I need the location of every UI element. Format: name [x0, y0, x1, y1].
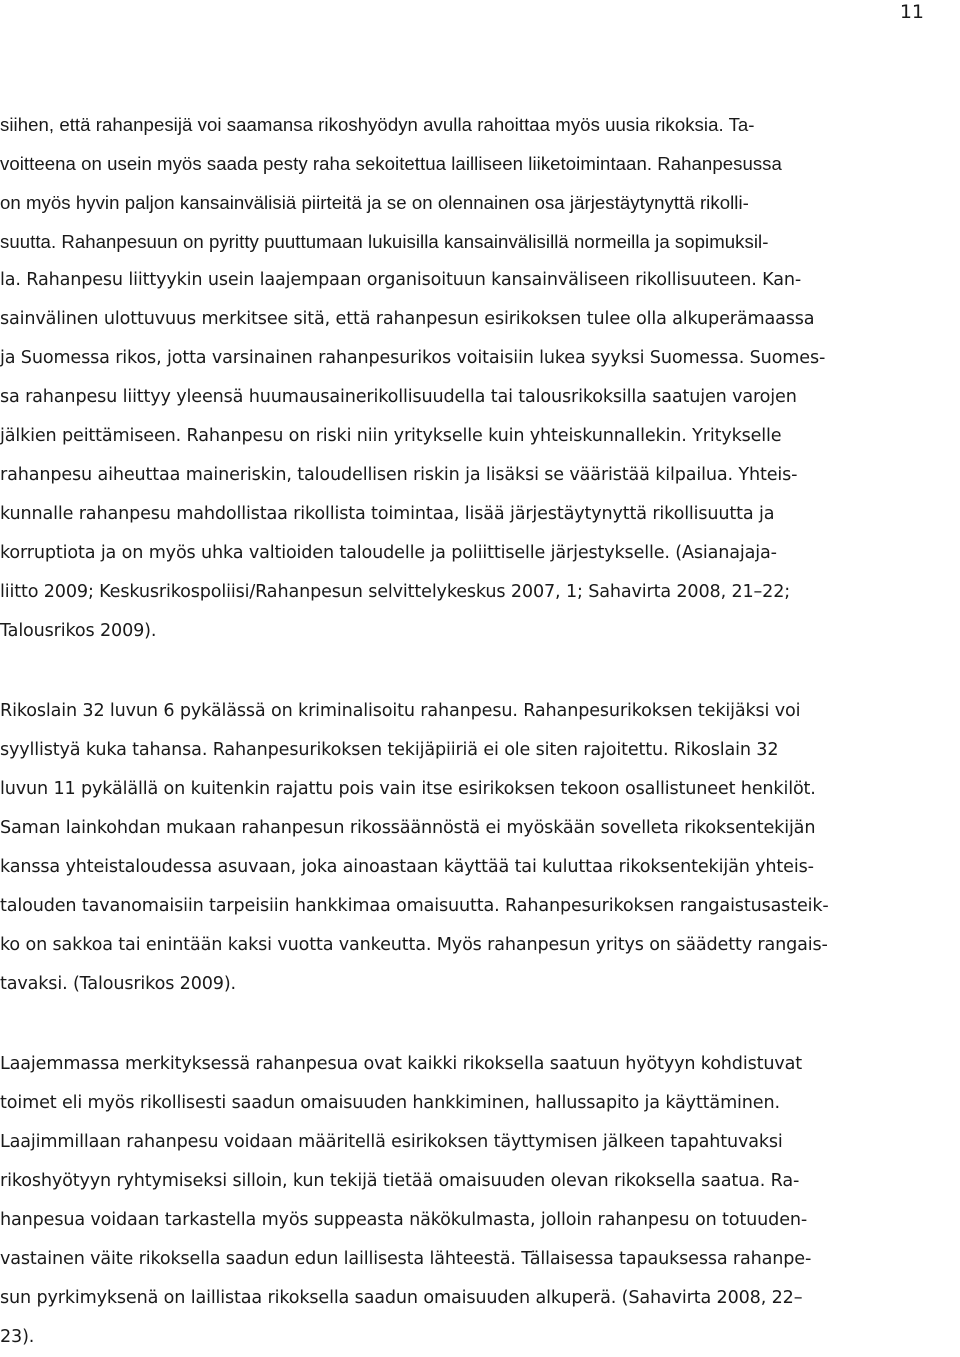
text-line: Talousrikos 2009). [0, 621, 157, 641]
paragraph-1 [0, 105, 960, 651]
paragraph-spacer [0, 651, 960, 692]
text-line: rikoshyötyyn ryhtymiseksi silloin, kun tekijä tietää omaisuuden olevan rikoksella saatua. Ra- [0, 1171, 800, 1191]
text-line: hanpesua voidaan tarkastella myös suppeasta näkökulmasta, jolloin rahanpesu on totuuden- [0, 1210, 808, 1230]
text-line: sainvälinen ulottuvuus merkitsee sitä, että rahanpesun esirikoksen tulee olla alkuperämaassa [0, 309, 815, 329]
text-line: jälkien peittämiseen. Rahanpesu on riski niin yritykselle kuin yhteiskunnallekin. Yritykselle [0, 426, 782, 446]
text-line: 23). [0, 1327, 35, 1347]
text-line: voitteena on usein myös saada pesty raha sekoitettua lailliseen liiketoimintaan. Rahanpesussa [0, 153, 782, 174]
paragraph-3 [0, 1045, 960, 1357]
text-line: tavaksi. (Talousrikos 2009). [0, 974, 236, 994]
text-line: rahanpesu aiheuttaa maineriskin, taloudellisen riskin ja lisäksi se vääristää kilpailua. Yhteis- [0, 465, 798, 485]
text-line: Laajimmillaan rahanpesu voidaan määritellä esirikoksen täyttymisen jälkeen tapahtuvaksi [0, 1132, 783, 1152]
text-line: vastainen väite rikoksella saadun edun laillisesta lähteestä. Tällaisessa tapauksessa rahanpe- [0, 1249, 812, 1269]
text-line: talouden tavanomaisiin tarpeisiin hankkimaa omaisuutta. Rahanpesurikoksen rangaistusasteik- [0, 896, 829, 916]
text-line: suutta. Rahanpesuun on pyritty puuttumaan lukuisilla kansainvälisillä normeilla ja sopimuksil- [0, 231, 769, 252]
text-line: sun pyrkimyksenä on laillistaa rikoksella saadun omaisuuden alkuperä. (Sahavirta 2008, 22– [0, 1288, 803, 1308]
document-body [0, 105, 960, 1357]
text-line: on myös hyvin paljon kansainvälisiä piirteitä ja se on olennainen osa järjestäytynyttä rikolli- [0, 192, 749, 213]
text-line: kanssa yhteistaloudessa asuvaan, joka ainoastaan käyttää tai kuluttaa rikoksentekijän yhteis- [0, 857, 814, 877]
paragraph-2 [0, 692, 960, 1004]
text-line: korruptiota ja on myös uhka valtioiden taloudelle ja poliittiselle järjestykselle. (Asianajaja- [0, 543, 777, 563]
text-line: Saman lainkohdan mukaan rahanpesun rikossäännöstä ei myöskään sovelleta rikoksentekijän [0, 818, 816, 838]
text-line: syyllistyä kuka tahansa. Rahanpesurikoksen tekijäpiiriä ei ole siten rajoitettu. Rikoslain 32 [0, 740, 779, 760]
page-number: 11 [899, 1, 924, 23]
text-line: siihen, että rahanpesijä voi saamansa rikoshyödyn avulla rahoittaa myös uusia rikoksia. Ta- [0, 114, 755, 135]
text-line: liitto 2009; Keskusrikospoliisi/Rahanpesun selvittelykeskus 2007, 1; Sahavirta 2008, 21–22; [0, 582, 791, 602]
text-line: toimet eli myös rikollisesti saadun omaisuuden hankkiminen, hallussapito ja käyttäminen. [0, 1093, 780, 1113]
text-line: sa rahanpesu liittyy yleensä huumausainerikollisuudella tai talousrikoksilla saatujen varojen [0, 387, 797, 407]
text-line: ko on sakkoa tai enintään kaksi vuotta vankeutta. Myös rahanpesun yritys on säädetty rangais- [0, 935, 828, 955]
text-line: la. Rahanpesu liittyykin usein laajempaan organisoituun kansainväliseen rikollisuuteen. Kan- [0, 270, 802, 290]
text-line: kunnalle rahanpesu mahdollistaa rikollista toimintaa, lisää järjestäytynyttä rikollisuutta ja [0, 504, 775, 524]
text-line: ja Suomessa rikos, jotta varsinainen rahanpesurikos voitaisiin lukea syyksi Suomessa. Suomes- [0, 348, 826, 368]
text-line: luvun 11 pykälällä on kuitenkin rajattu pois vain itse esirikoksen tekoon osallistuneet henkilöt. [0, 779, 816, 799]
text-line: Rikoslain 32 luvun 6 pykälässä on kriminalisoitu rahanpesu. Rahanpesurikoksen tekijäksi voi [0, 701, 801, 721]
paragraph-spacer [0, 1004, 960, 1045]
text-line: Laajemmassa merkityksessä rahanpesua ovat kaikki rikoksella saatuun hyötyyn kohdistuvat [0, 1054, 802, 1074]
